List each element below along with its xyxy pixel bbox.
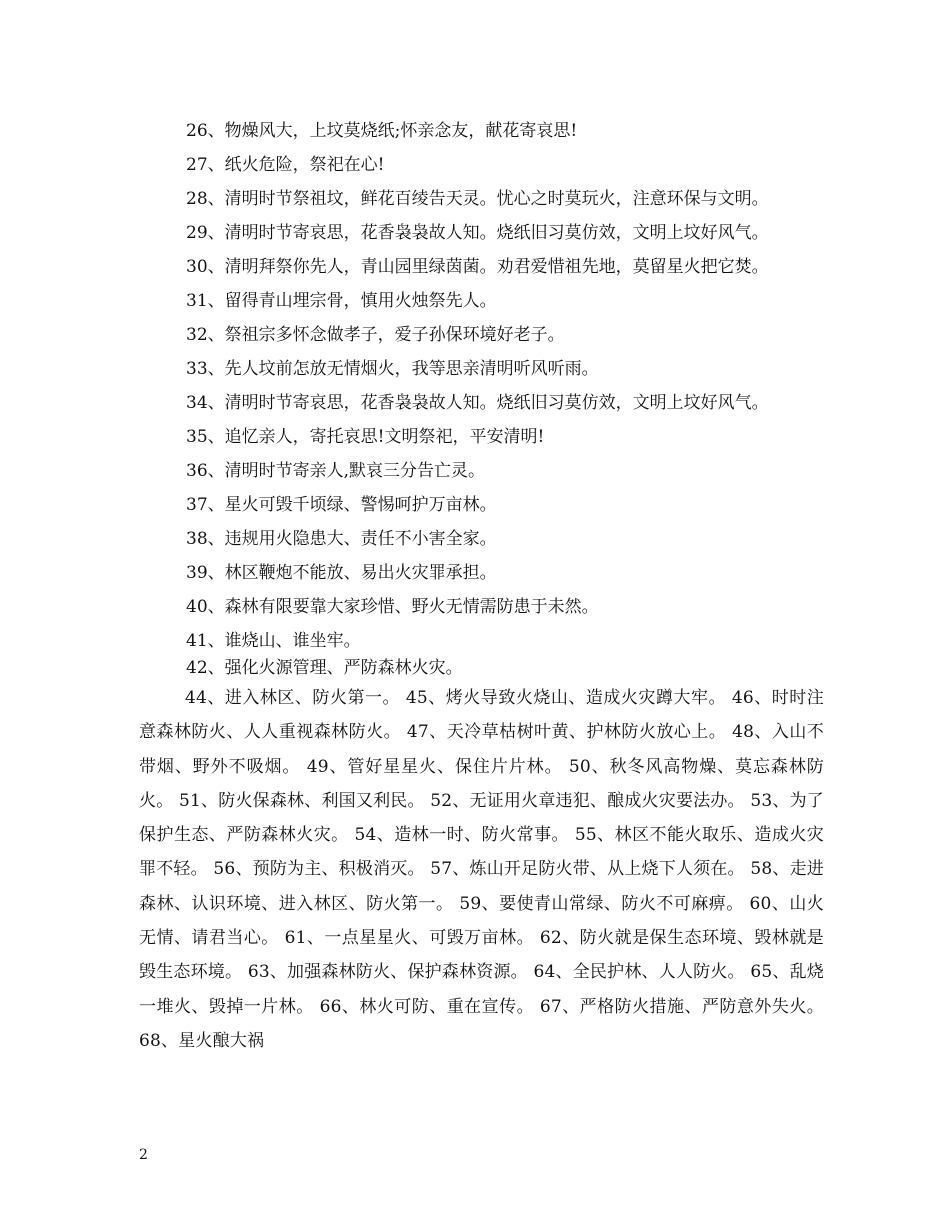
slogan-line-32: 32、祭祖宗多怀念做孝子，爱子孙保环境好老子。 — [186, 325, 565, 345]
slogan-line-33: 33、先人坟前怎放无情烟火，我等思亲清明听风听雨。 — [186, 359, 599, 379]
slogan-line-27: 27、纸火危险，祭祀在心! — [186, 155, 385, 175]
slogan-line-42: 42、强化火源管理、严防森林火灾。 — [186, 658, 463, 678]
slogan-line-41: 41、谁烧山、谁坐牢。 — [186, 631, 361, 651]
slogan-line-38: 38、违规用火隐患大、责任不小害全家。 — [186, 529, 497, 549]
slogan-paragraph: 44、进入林区、防火第一。 45、烤火导致火烧山、造成火灾蹲大牢。 46、时时注意森林防火、人人重视森林防火。 47、天冷草枯树叶黄、护林防火放心上。 48、入山不带烟、野外不吸烟。 49、管好星星火、保住片片林。 50、秋冬风高物燥、莫忘森林防火。 51、防火保森林、利国又利民。 52、无证用火章违犯、酿成火灾要法办。 53、为了保护生态、严防森林火灾。 54、造林一时、防火常事。 55、林区不能火取乐、造成火灾罪不轻。 56、预防为主、积极消灭。 57、炼山开足防火带、从上烧下人须在。 58、走进森林、认识环境、进入林区、防火第一。 59、要使青山常绿、防火不可麻痹。 60、山火无情、请君当心。 61、一点星星火、可毁万亩林。 62、防火就是保生态环境、毁林就是毁生态环境。 63、加强森林防火、保护森林资源。 64、全民护林、人人防火。 65、乱烧一堆火、毁掉一片林。 66、林火可防、重在宣传。 67、严格防火措施、严防意外失火。 68、星火酿大祸 — [139, 688, 824, 1051]
slogan-line-39: 39、林区鞭炮不能放、易出火灾罪承担。 — [186, 563, 497, 583]
slogan-line-26: 26、物燥风大，上坟莫烧纸;怀亲念友，献花寄哀思! — [186, 121, 578, 141]
page-number: 2 — [139, 1147, 148, 1163]
slogan-line-31: 31、留得青山埋宗骨，慎用火烛祭先人。 — [186, 291, 497, 311]
slogan-line-28: 28、清明时节祭祖坟，鲜花百绫告天灵。忧心之时莫玩火，注意环保与文明。 — [186, 189, 769, 209]
slogan-line-37: 37、星火可毁千顷绿、警惕呵护万亩林。 — [186, 495, 497, 515]
slogan-line-36: 36、清明时节寄亲人,默哀三分告亡灵。 — [186, 461, 486, 481]
slogan-line-40: 40、森林有限要靠大家珍惜、野火无情需防患于未然。 — [186, 597, 599, 617]
slogan-line-30: 30、清明拜祭你先人，青山园里绿茵菌。劝君爱惜祖先地，莫留星火把它焚。 — [186, 257, 769, 277]
slogan-line-34: 34、清明时节寄哀思，花香袅袅故人知。烧纸旧习莫仿效，文明上坟好风气。 — [186, 393, 769, 413]
slogan-line-35: 35、追忆亲人，寄托哀思!文明祭祀，平安清明! — [186, 427, 545, 447]
slogan-line-29: 29、清明时节寄哀思，花香袅袅故人知。烧纸旧习莫仿效，文明上坟好风气。 — [186, 223, 769, 243]
